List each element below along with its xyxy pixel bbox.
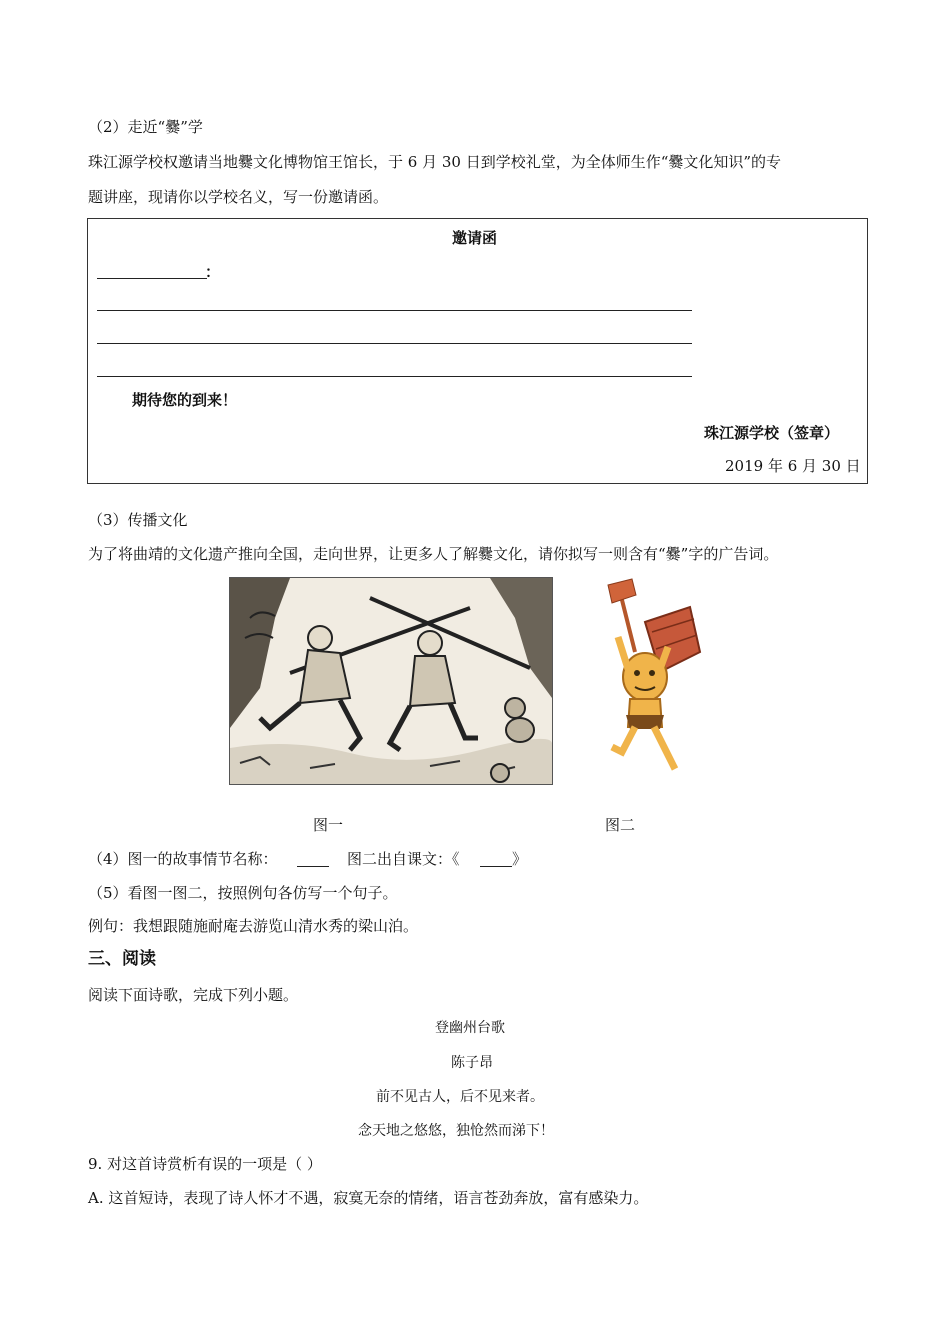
q3-heading: （3）传播文化 xyxy=(88,511,188,529)
salutation-blank[interactable] xyxy=(97,278,207,279)
q2-body-line1: 珠江源学校权邀请当地爨文化博物馆王馆长，于 6 月 30 日到学校礼堂，为全体师生作“爨文化知识”的专 xyxy=(88,153,782,171)
poem-title: 登幽州台歌 xyxy=(435,1020,505,1036)
q4-blank-1[interactable] xyxy=(297,866,329,867)
body-blank-line-2[interactable] xyxy=(97,343,692,344)
poem-line-2: 念天地之悠悠，独怆然而涕下！ xyxy=(358,1123,554,1139)
invitation-box xyxy=(87,218,868,484)
body-blank-line-3[interactable] xyxy=(97,376,692,377)
q9-stem: 9. 对这首诗赏析有误的一项是（ ） xyxy=(88,1155,322,1173)
poem-author: 陈子昂 xyxy=(451,1055,493,1071)
q3-body: 为了将曲靖的文化遗产推向全国，走向世界，让更多人了解爨文化，请你拟写一则含有“爨”字的广告词。 xyxy=(88,545,779,563)
q9-option-a[interactable]: A. 这首短诗，表现了诗人怀才不遇，寂寞无奈的情绪，语言苍劲奔放，富有感染力。 xyxy=(88,1189,649,1207)
q2-body-line2: 题讲座，现请你以学校名义，写一份邀请函。 xyxy=(88,188,389,206)
figure-1-caption: 图一 xyxy=(313,816,344,834)
q5-example: 例句：我想跟随施耐庵去游览山清水秀的梁山泊。 xyxy=(88,917,419,935)
invitation-closing: 期待您的到来！ xyxy=(132,391,238,409)
q4-text-b: 图二出自课文：《 xyxy=(347,850,460,868)
section-3-intro: 阅读下面诗歌，完成下列小题。 xyxy=(88,986,299,1004)
body-blank-line-1[interactable] xyxy=(97,310,692,311)
q2-heading: （2）走近“爨”学 xyxy=(88,118,203,136)
q5-text: （5）看图一图二，按照例句各仿写一个句子。 xyxy=(88,884,398,902)
figure-2-caption: 图二 xyxy=(605,816,636,834)
section-3-heading: 三、阅读 xyxy=(88,949,156,969)
invitation-signature: 珠江源学校（签章） xyxy=(704,424,840,442)
poem-line-1: 前不见古人，后不见来者。 xyxy=(376,1089,544,1105)
q4-text-c: 》 xyxy=(512,850,528,868)
salutation-colon: ： xyxy=(205,263,221,281)
invitation-title: 邀请函 xyxy=(452,229,498,247)
q4-blank-2[interactable] xyxy=(480,866,512,867)
invitation-date: 2019 年 6 月 30 日 xyxy=(725,457,861,475)
figure-1-illustration xyxy=(229,577,553,785)
figure-2-illustration xyxy=(590,577,710,777)
q4-text-a: （4）图一的故事情节名称： xyxy=(88,850,278,868)
